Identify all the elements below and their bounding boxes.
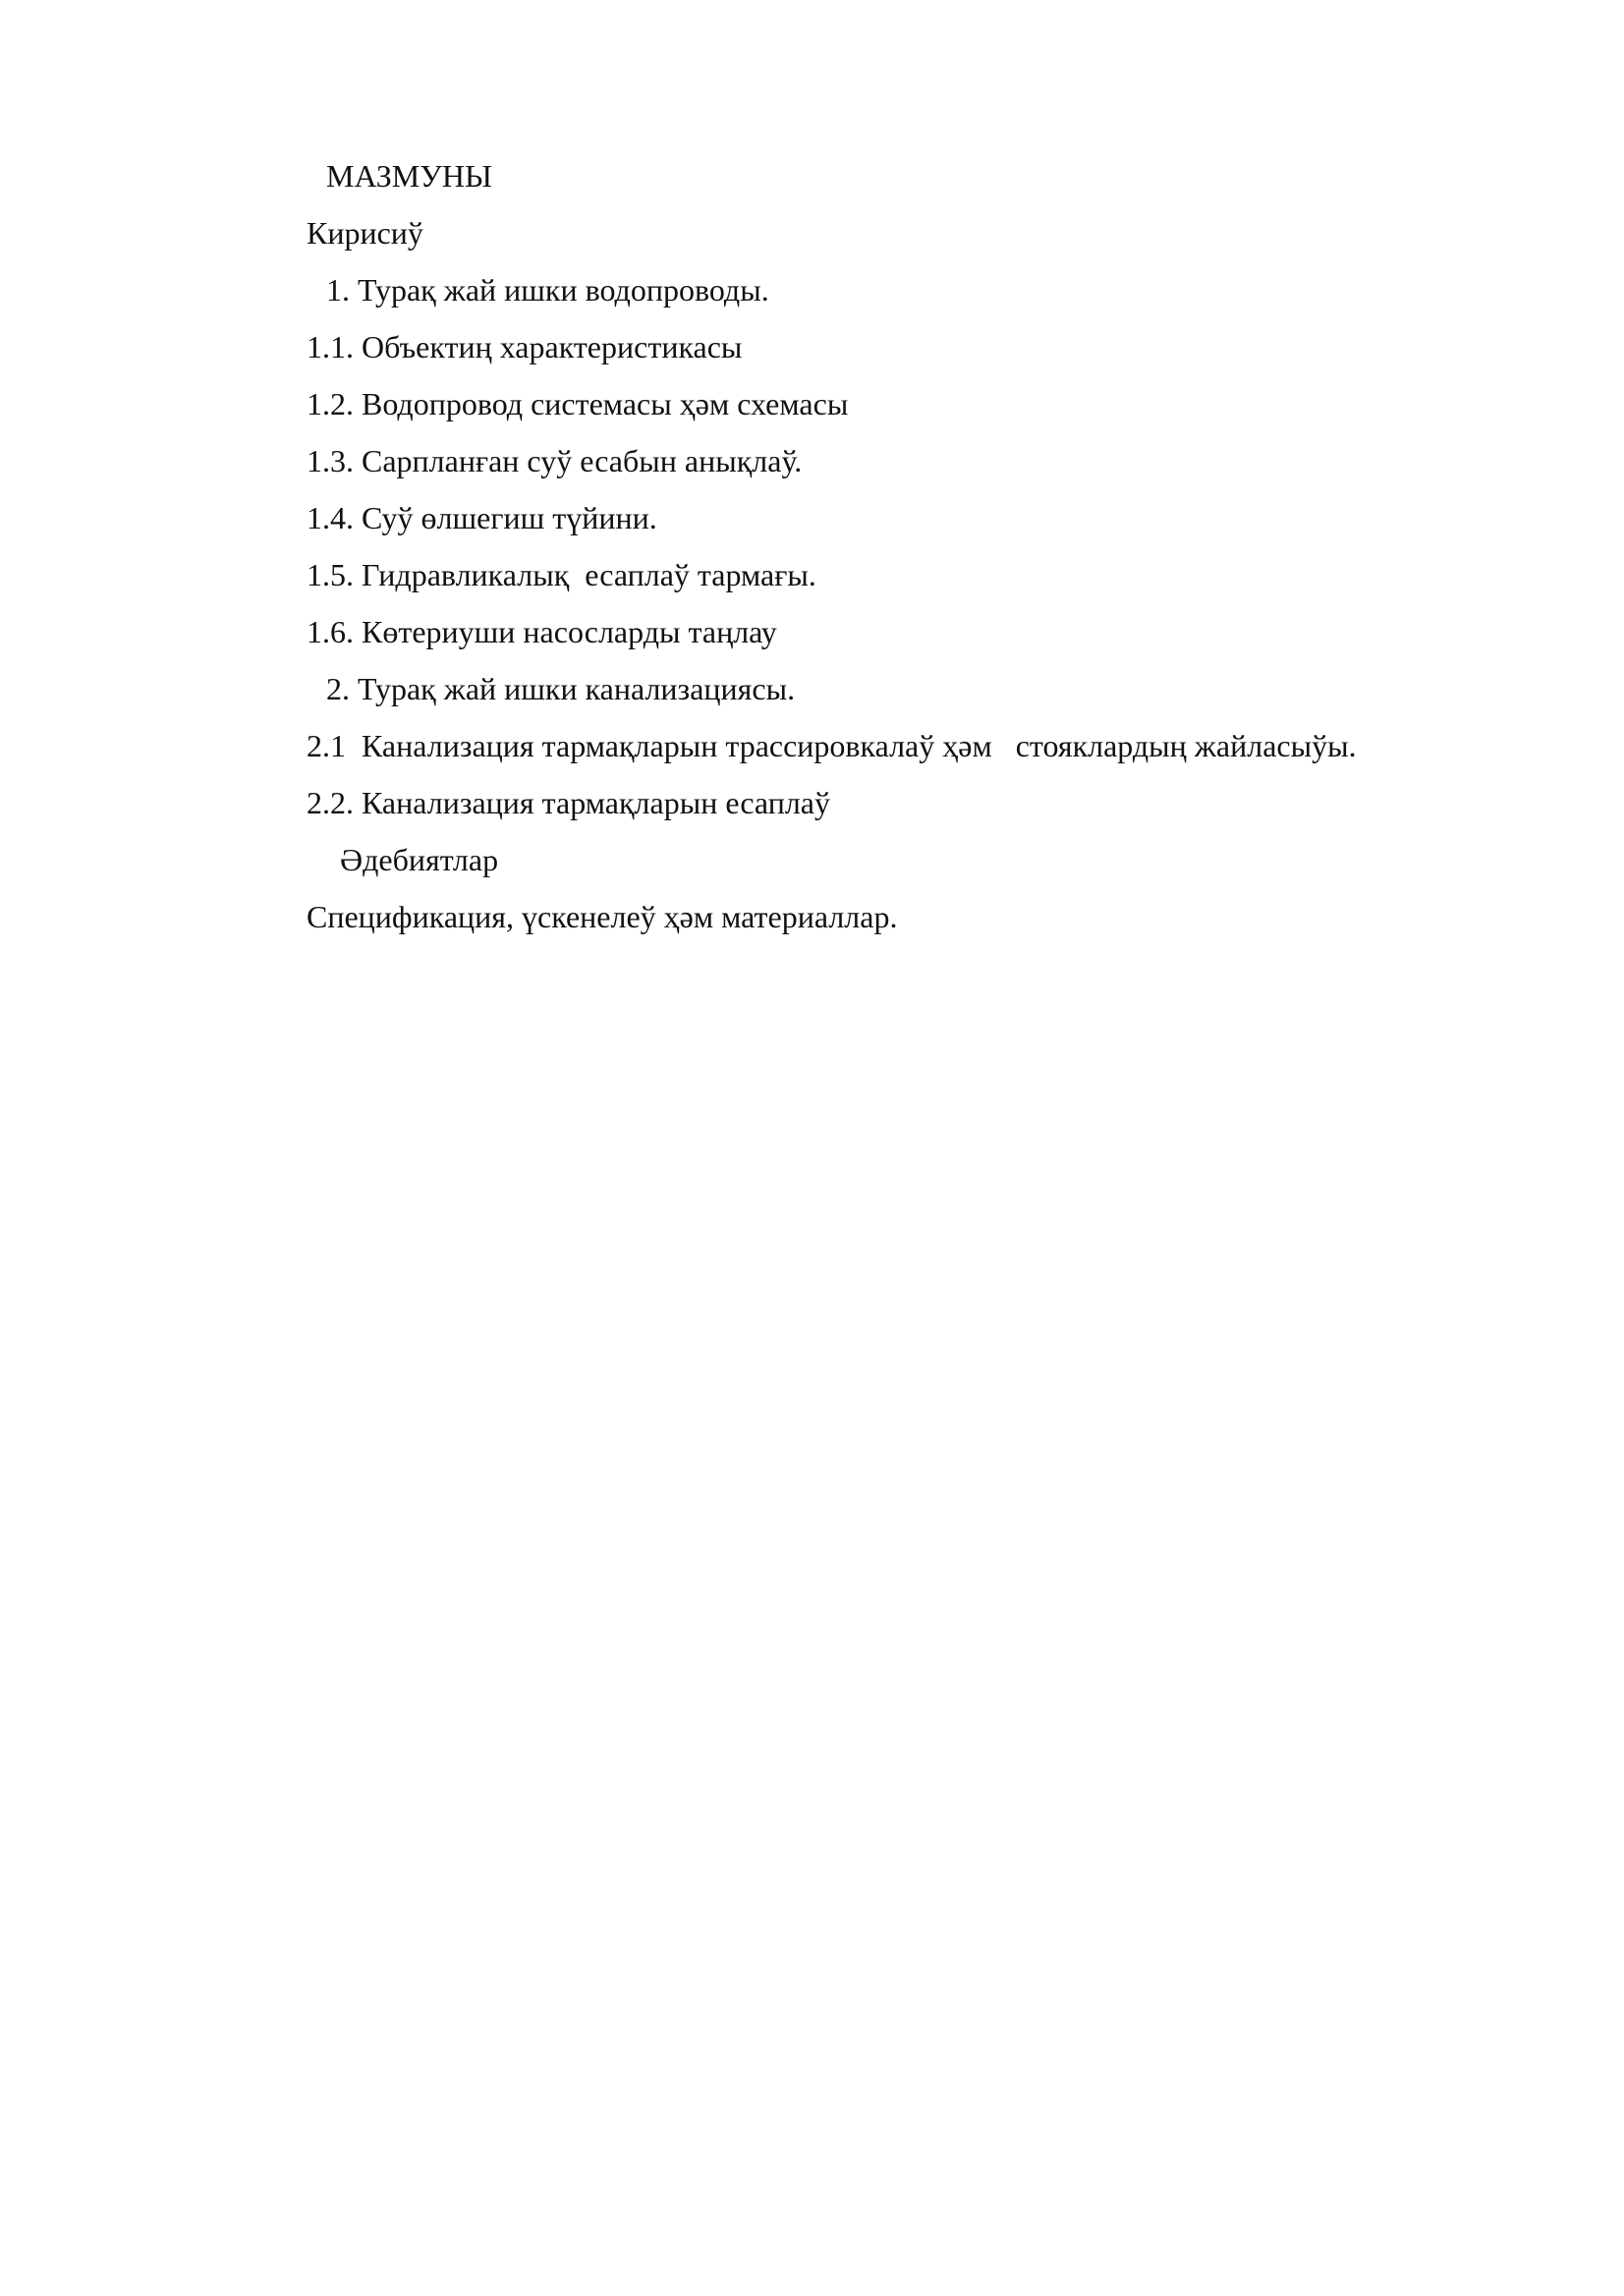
toc-entry-introduction: Кирисиў [307,215,423,251]
toc-entry-2-1: 2.1 Канализация тармақларын трассировкалаў ҳәм стояклардың жайласыўы. [307,728,1357,763]
toc-entry-1-6: 1.6. Көтериуши насосларды таңлау [307,614,777,649]
toc-entry-section-2: 2. Турақ жай ишки канализациясы. [326,671,796,706]
toc-entry-1-3: 1.3. Сарпланған суў есабын анықлаў. [307,443,803,478]
toc-title: МАЗМУНЫ [326,158,492,194]
toc-entry-section-1: 1. Турақ жай ишки водопроводы. [326,272,769,308]
toc-entry-1-4: 1.4. Суў өлшегиш түйини. [307,500,657,535]
toc-entry-1-2: 1.2. Водопровод системасы ҳәм схемасы [307,386,849,421]
toc-entry-references: Әдебиятлар [340,842,499,877]
toc-entry-1-1: 1.1. Объектиң характеристикасы [307,329,743,364]
toc-entry-specification: Спецификация, үскенелеў ҳәм материаллар. [307,899,898,934]
toc-entry-1-5: 1.5. Гидравликалық есаплаў тармағы. [307,557,816,592]
table-of-contents [307,147,1485,945]
toc-entry-2-2: 2.2. Канализация тармақларын есаплаў [307,785,830,820]
